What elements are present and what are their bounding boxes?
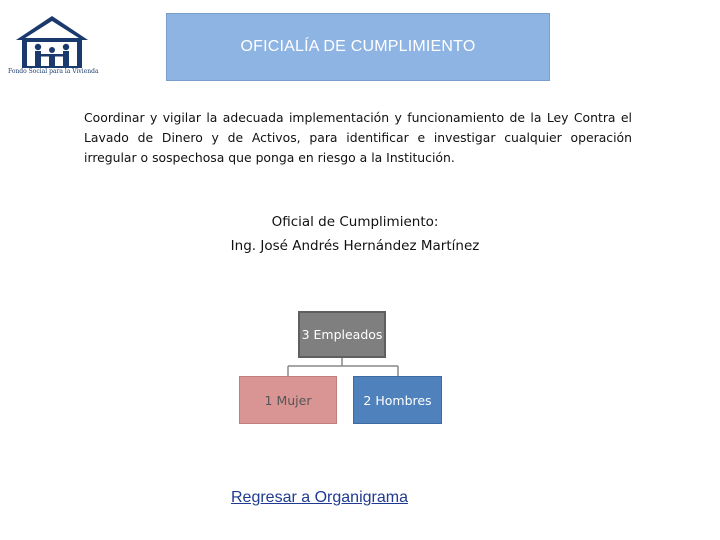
- page-title: OFICIALÍA DE CUMPLIMIENTO: [240, 38, 476, 55]
- officer-name: Ing. José Andrés Hernández Martínez: [230, 238, 480, 254]
- back-to-org-chart-link[interactable]: Regresar a Organigrama: [231, 489, 408, 506]
- officer-title: Oficial de Cumplimiento:: [271, 214, 439, 230]
- title-banner: [166, 13, 550, 81]
- men-count-box: 2 Hombres: [353, 376, 442, 424]
- department-description: Coordinar y vigilar la adecuada implementación y funcionamiento de la Ley Contra el Lavado de Dinero y de Activos, para identificar e investigar cualquier operación irregular o sospechosa que ponga en riesgo a la Institución.: [84, 110, 632, 165]
- institution-logo: [8, 14, 99, 78]
- total-employees-box: 3 Empleados: [298, 311, 386, 358]
- logo-caption: Fondo Social para la Vivienda: [8, 68, 99, 75]
- women-count-box: 1 Mujer: [239, 376, 337, 424]
- house-family-logo-icon: [8, 14, 96, 70]
